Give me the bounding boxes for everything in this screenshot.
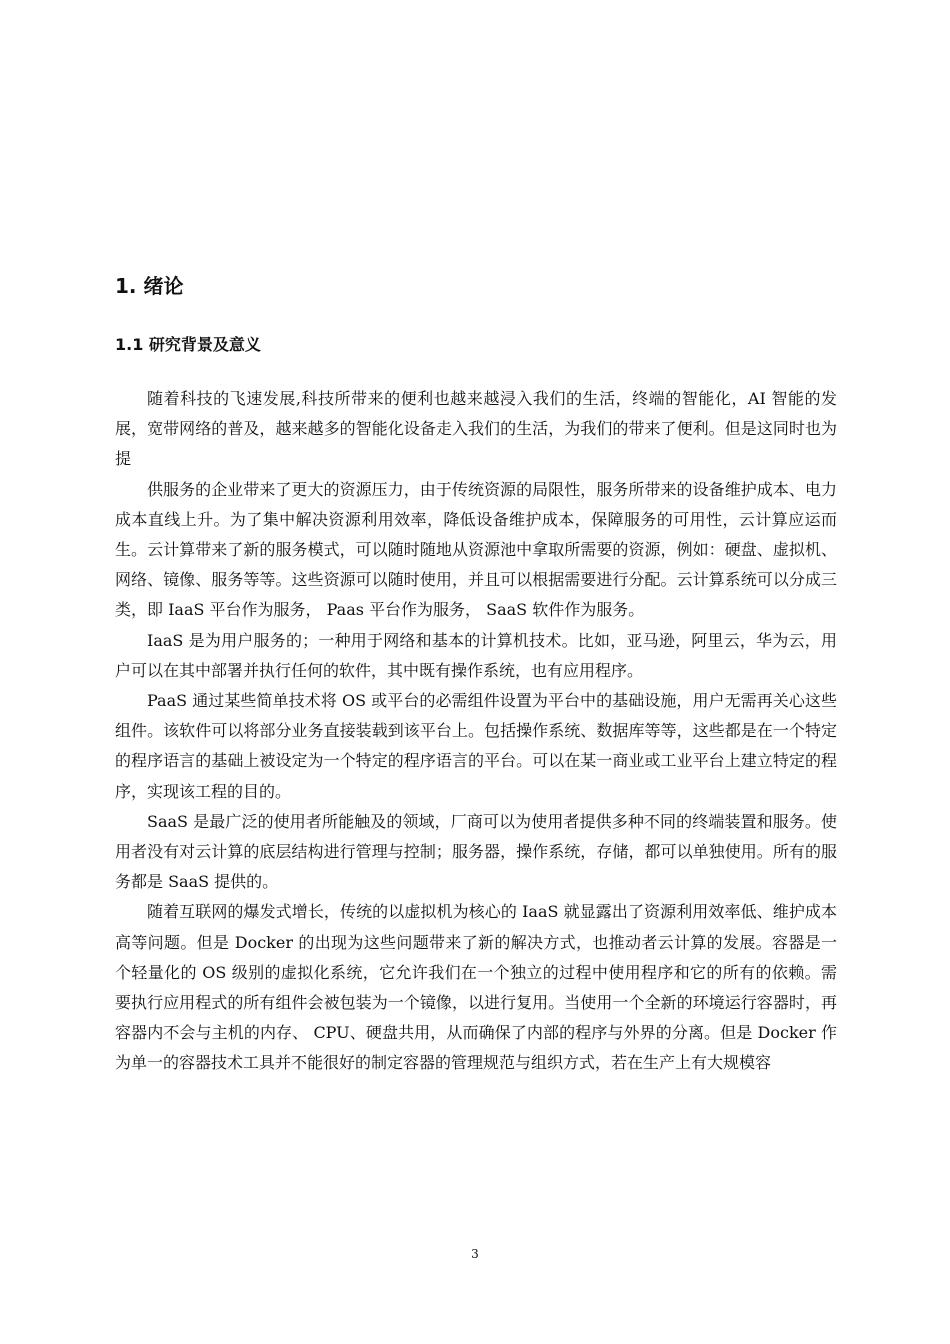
page-number: 3 [471,1247,479,1261]
paragraph: 随着互联网的爆发式增长，传统的以虚拟机为核心的 IaaS 就显露出了资源利用效率低、维护成本高等问题。但是 Docker 的出现为这些问题带来了新的解决方式，也推动者云计算的发展。容器是一个轻量化的 OS 级别的虚拟化系统，它允许我们在一个独立的过程中使用程序和它的所有的依赖。需要执行应用程式的所有组件会被包装为一个镜像，以进行复用。当使用一个全新的环境运行容器时，再容器内不会与主机的内存、 CPU、硬盘共用，从而确保了内部的程序与外界的分离。但是 Docker 作为单一的容器技术工具并不能很好的制定容器的管理规范与组织方式，若在生产上有大规模容 [115,902,837,1073]
paragraph: PaaS 通过某些简单技术将 OS 或平台的必需组件设置为平台中的基础设施，用户无需再关心这些组件。该软件可以将部分业务直接装载到该平台上。包括操作系统、数据库等等，这些都是在一个特定的程序语言的基础上被设定为一个特定的程序语言的平台。可以在某一商业或工业平台上建立特定的程序，实现该工程的目的。 [115,691,837,801]
body-text [115,384,837,1079]
paragraph: IaaS 是为用户服务的；一种用于网络和基本的计算机技术。比如，亚马逊，阿里云，华为云，用户可以在其中部署并执行任何的软件，其中既有操作系统，也有应用程序。 [115,630,837,680]
chapter-heading: 1. 绪论 [115,274,184,298]
paragraph: 供服务的企业带来了更大的资源压力，由于传统资源的局限性，服务所带来的设备维护成本、电力成本直线上升。为了集中解决资源利用效率，降低设备维护成本，保障服务的可用性，云计算应运而生。云计算带来了新的服务模式，可以随时随地从资源池中拿取所需要的资源，例如：硬盘、虚拟机、网络、镜像、服务等等。这些资源可以随时使用，并且可以根据需要进行分配。云计算系统可以分成三类，即 IaaS 平台作为服务， Paas 平台作为服务， SaaS 软件作为服务。 [115,479,837,620]
paragraph: 随着科技的飞速发展,科技所带来的便利也越来越浸入我们的生活，终端的智能化，AI 智能的发展，宽带网络的普及，越来越多的智能化设备走入我们的生活，为我们的带来了便利。但是这同时也为提 [115,389,837,469]
section-heading: 1.1 研究背景及意义 [115,335,261,354]
paragraph: SaaS 是最广泛的使用者所能触及的领域，厂商可以为使用者提供多种不同的终端装置和服务。使用者没有对云计算的底层结构进行管理与控制；服务器，操作系统，存储，都可以单独使用。所有的服务都是 SaaS 提供的。 [115,811,837,892]
